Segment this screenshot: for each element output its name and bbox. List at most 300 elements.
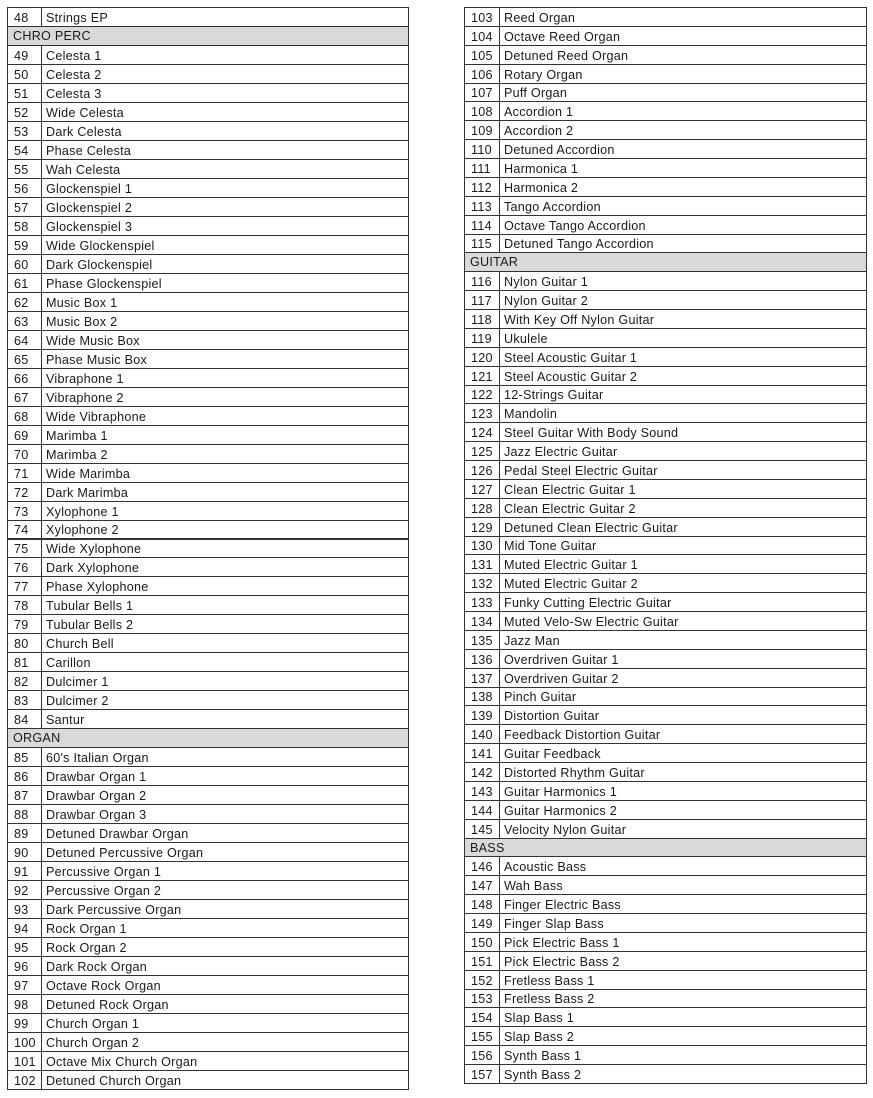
voice-name: Pick Electric Bass 1 xyxy=(504,935,620,950)
voice-name: Drawbar Organ 3 xyxy=(46,808,147,823)
voice-row xyxy=(7,444,409,464)
voice-name: Pedal Steel Electric Guitar xyxy=(504,463,658,478)
voice-number: 91 xyxy=(8,862,42,880)
voice-row xyxy=(464,385,867,405)
voice-name: Octave Rock Organ xyxy=(46,979,161,994)
voice-row xyxy=(7,311,409,331)
voice-number: 68 xyxy=(8,407,42,425)
voice-name: Percussive Organ 2 xyxy=(46,884,162,899)
voice-number: 77 xyxy=(8,577,42,595)
voice-name: Carillon xyxy=(46,656,91,671)
voice-number: 58 xyxy=(8,217,42,235)
voice-number: 110 xyxy=(465,140,500,158)
voice-row xyxy=(464,366,867,386)
voice-number: 93 xyxy=(8,900,42,918)
voice-name: Muted Electric Guitar 2 xyxy=(504,577,638,592)
voice-number: 53 xyxy=(8,122,42,140)
voice-number: 82 xyxy=(8,672,42,690)
voice-row xyxy=(7,520,409,540)
voice-number: 135 xyxy=(465,631,500,649)
voice-name: Guitar Harmonics 1 xyxy=(504,784,617,799)
voice-number: 64 xyxy=(8,331,42,349)
voice-row xyxy=(464,83,867,103)
voice-name: Music Box 2 xyxy=(46,314,118,329)
voice-row xyxy=(464,7,867,27)
voice-name: Accordion 1 xyxy=(504,105,574,120)
voice-row xyxy=(464,196,867,216)
voice-row xyxy=(464,819,867,839)
voice-row xyxy=(7,975,409,995)
voice-name: Octave Mix Church Organ xyxy=(46,1055,198,1069)
voice-row xyxy=(7,121,409,141)
voice-number: 147 xyxy=(465,876,500,894)
voice-name: Guitar Harmonics 2 xyxy=(504,803,617,818)
voice-number: 92 xyxy=(8,881,42,899)
voice-name: Harmonica 1 xyxy=(504,161,579,176)
voice-number: 144 xyxy=(465,801,500,819)
voice-number: 150 xyxy=(465,933,500,951)
voice-name: Rock Organ 1 xyxy=(46,922,127,937)
voice-number: 56 xyxy=(8,179,42,197)
voice-name: Slap Bass 1 xyxy=(504,1011,574,1026)
voice-number: 80 xyxy=(8,634,42,652)
voice-number: 98 xyxy=(8,995,42,1013)
voice-row xyxy=(7,216,409,236)
voice-row xyxy=(7,140,409,160)
voice-number: 112 xyxy=(465,178,500,196)
voice-name: Acoustic Bass xyxy=(504,860,587,875)
voice-row xyxy=(464,762,867,782)
voice-name: Guitar Feedback xyxy=(504,747,601,762)
voice-row xyxy=(464,45,867,65)
voice-row xyxy=(464,479,867,499)
voice-name: Detuned Reed Organ xyxy=(504,48,629,63)
voice-number: 72 xyxy=(8,483,42,501)
voice-row xyxy=(7,861,409,881)
voice-row xyxy=(7,45,409,65)
voice-name: Ukulele xyxy=(504,331,548,346)
voice-row xyxy=(7,614,409,634)
voice-name: Dark Xylophone xyxy=(46,561,140,576)
voice-number: 131 xyxy=(465,555,500,573)
voice-number: 67 xyxy=(8,388,42,406)
voice-number: 85 xyxy=(8,748,42,766)
voice-number: 155 xyxy=(465,1027,500,1045)
voice-name: Tubular Bells 1 xyxy=(46,599,134,614)
voice-row xyxy=(464,554,867,574)
category-label: BASS xyxy=(470,840,505,855)
voice-row xyxy=(464,970,867,990)
voice-name: Xylophone 2 xyxy=(46,523,119,538)
voice-row xyxy=(7,178,409,198)
voice-name: Church Organ 1 xyxy=(46,1017,140,1032)
voice-name: Xylophone 1 xyxy=(46,504,119,519)
voice-row xyxy=(464,611,867,631)
voice-name: Funky Cutting Electric Guitar xyxy=(504,596,672,611)
voice-name: Phase Glockenspiel xyxy=(46,276,162,291)
voice-name: Detuned Rock Organ xyxy=(46,998,169,1013)
voice-row xyxy=(464,271,867,291)
voice-number: 117 xyxy=(465,291,500,309)
voice-name: Jazz Man xyxy=(504,633,560,648)
voice-number: 111 xyxy=(465,159,500,177)
voice-number: 76 xyxy=(8,558,42,576)
voice-row xyxy=(7,823,409,843)
voice-row xyxy=(7,330,409,350)
voice-name: Detuned Accordion xyxy=(504,143,615,157)
voice-number: 118 xyxy=(465,310,500,328)
voice-row xyxy=(464,441,867,461)
voice-number: 140 xyxy=(465,725,500,743)
voice-number: 70 xyxy=(8,445,42,463)
voice-name: 60's Italian Organ xyxy=(46,751,149,766)
voice-number: 133 xyxy=(465,593,500,611)
category-header xyxy=(464,252,867,272)
voice-row xyxy=(464,536,867,556)
voice-name: Celesta 2 xyxy=(46,67,102,82)
voice-name: Drawbar Organ 1 xyxy=(46,770,147,785)
voice-row xyxy=(7,937,409,957)
voice-row xyxy=(7,273,409,293)
voice-name: Glockenspiel 1 xyxy=(46,181,133,196)
voice-name: Wide Vibraphone xyxy=(46,409,147,424)
voice-name: Muted Electric Guitar 1 xyxy=(504,558,638,573)
voice-name: Accordion 2 xyxy=(504,124,574,139)
voice-name: Synth Bass 1 xyxy=(504,1049,582,1064)
voice-row xyxy=(7,83,409,103)
voice-name: Church Bell xyxy=(46,637,114,652)
voice-row xyxy=(464,724,867,744)
voice-row xyxy=(7,482,409,502)
voice-name: Dulcimer 2 xyxy=(46,694,109,709)
voice-row xyxy=(464,498,867,518)
category-label: CHRO PERC xyxy=(13,28,91,43)
voice-number: 71 xyxy=(8,464,42,482)
voice-number: 103 xyxy=(465,8,500,26)
voice-number: 119 xyxy=(465,329,500,347)
voice-row xyxy=(464,592,867,612)
voice-number: 138 xyxy=(465,688,500,706)
voice-number: 126 xyxy=(465,461,500,479)
voice-name: Santur xyxy=(46,713,85,728)
voice-row xyxy=(464,743,867,763)
voice-row xyxy=(464,422,867,442)
voice-row xyxy=(7,747,409,767)
voice-row xyxy=(464,1045,867,1065)
voice-row xyxy=(464,1064,867,1084)
voice-number: 148 xyxy=(465,895,500,913)
voice-row xyxy=(7,804,409,824)
voice-name: Wide Music Box xyxy=(46,333,140,348)
voice-name: Slap Bass 2 xyxy=(504,1030,574,1045)
voice-row xyxy=(464,894,867,914)
voice-number: 146 xyxy=(465,857,500,875)
voice-name: Drawbar Organ 2 xyxy=(46,789,147,804)
voice-number: 73 xyxy=(8,502,42,520)
voice-number: 106 xyxy=(465,65,500,83)
voice-row xyxy=(464,460,867,480)
voice-name: Rotary Organ xyxy=(504,67,583,82)
voice-number: 104 xyxy=(465,27,500,45)
voice-number: 125 xyxy=(465,442,500,460)
voice-name: Strings EP xyxy=(46,10,108,25)
voice-name: Dark Percussive Organ xyxy=(46,903,182,918)
voice-number: 97 xyxy=(8,976,42,994)
voice-row xyxy=(464,1007,867,1027)
voice-number: 137 xyxy=(465,669,500,687)
voice-row xyxy=(464,705,867,725)
category-label: GUITAR xyxy=(470,255,519,270)
voice-row xyxy=(7,501,409,521)
voice-number: 139 xyxy=(465,706,500,724)
voice-name: Wah Bass xyxy=(504,879,563,894)
voice-number: 145 xyxy=(465,820,500,838)
voice-number: 122 xyxy=(465,386,500,404)
voice-number: 101 xyxy=(8,1052,42,1070)
voice-row xyxy=(464,573,867,593)
voice-name: Phase Xylophone xyxy=(46,580,149,595)
voice-number: 74 xyxy=(8,521,42,539)
voice-name: Glockenspiel 2 xyxy=(46,200,133,215)
voice-name: Distorted Rhythm Guitar xyxy=(504,765,645,780)
voice-row xyxy=(7,576,409,596)
voice-name: Velocity Nylon Guitar xyxy=(504,822,627,837)
voice-row xyxy=(464,951,867,971)
voice-name: Church Organ 2 xyxy=(46,1036,140,1051)
voice-name: Wide Celesta xyxy=(46,105,124,120)
category-header xyxy=(464,838,867,858)
voice-row xyxy=(7,1013,409,1033)
voice-name: Music Box 1 xyxy=(46,295,118,310)
voice-number: 130 xyxy=(465,537,500,555)
voice-name: Wah Celesta xyxy=(46,162,121,177)
voice-number: 48 xyxy=(8,8,42,26)
voice-row xyxy=(7,766,409,786)
voice-name: Finger Slap Bass xyxy=(504,916,604,931)
voice-name: Pick Electric Bass 2 xyxy=(504,954,620,969)
voice-row xyxy=(7,690,409,710)
voice-name: Steel Guitar With Body Sound xyxy=(504,426,679,441)
voice-row xyxy=(464,875,867,895)
voice-name: Wide Xylophone xyxy=(46,542,142,557)
voice-row xyxy=(464,687,867,707)
voice-name: 12-Strings Guitar xyxy=(504,388,604,403)
voice-name: Celesta 1 xyxy=(46,48,102,63)
voice-row xyxy=(7,406,409,426)
voice-name: Overdriven Guitar 1 xyxy=(504,652,619,667)
voice-row xyxy=(7,918,409,938)
voice-number: 127 xyxy=(465,480,500,498)
voice-number: 151 xyxy=(465,952,500,970)
voice-number: 123 xyxy=(465,404,500,422)
voice-row xyxy=(464,517,867,537)
voice-number: 63 xyxy=(8,312,42,330)
voice-number: 99 xyxy=(8,1014,42,1032)
voice-row xyxy=(464,1026,867,1046)
voice-name: Clean Electric Guitar 2 xyxy=(504,501,636,516)
voice-row xyxy=(7,899,409,919)
voice-number: 55 xyxy=(8,160,42,178)
voice-name: Vibraphone 1 xyxy=(46,371,124,386)
voice-row xyxy=(464,120,867,140)
voice-number: 107 xyxy=(465,84,500,102)
voice-number: 136 xyxy=(465,650,500,668)
category-header xyxy=(7,26,409,46)
voice-row xyxy=(464,403,867,423)
voice-number: 157 xyxy=(465,1065,500,1083)
voice-number: 154 xyxy=(465,1008,500,1026)
voice-row xyxy=(7,539,409,559)
voice-row xyxy=(464,139,867,159)
voice-name: Mandolin xyxy=(504,407,558,422)
voice-row xyxy=(464,26,867,46)
voice-name: Tango Accordion xyxy=(504,199,601,214)
voice-name: Marimba 2 xyxy=(46,447,108,462)
voice-number: 153 xyxy=(465,990,500,1008)
voice-number: 156 xyxy=(465,1046,500,1064)
voice-name: Phase Celesta xyxy=(46,143,132,158)
voice-number: 57 xyxy=(8,198,42,216)
voice-name: Octave Tango Accordion xyxy=(504,218,646,233)
voice-number: 134 xyxy=(465,612,500,630)
voice-number: 105 xyxy=(465,46,500,64)
voice-row xyxy=(464,932,867,952)
voice-number: 65 xyxy=(8,350,42,368)
voice-row xyxy=(7,197,409,217)
voice-name: Nylon Guitar 2 xyxy=(504,294,588,309)
voice-number: 100 xyxy=(8,1033,42,1051)
voice-name: Nylon Guitar 1 xyxy=(504,275,588,290)
voice-row xyxy=(7,709,409,729)
voice-name: Glockenspiel 3 xyxy=(46,219,133,234)
voice-name: Detuned Church Organ xyxy=(46,1073,182,1088)
voice-row xyxy=(7,292,409,312)
voice-number: 62 xyxy=(8,293,42,311)
voice-name: Wide Marimba xyxy=(46,466,131,481)
voice-number: 152 xyxy=(465,971,500,989)
voice-row xyxy=(7,880,409,900)
voice-number: 116 xyxy=(465,272,500,290)
voice-name: Puff Organ xyxy=(504,86,568,101)
voice-row xyxy=(7,387,409,407)
voice-row xyxy=(7,1070,409,1090)
voice-number: 87 xyxy=(8,786,42,804)
voice-number: 143 xyxy=(465,782,500,800)
voice-name: Dulcimer 1 xyxy=(46,675,109,690)
voice-name: Detuned Tango Accordion xyxy=(504,237,654,252)
voice-name: Overdriven Guitar 2 xyxy=(504,671,619,686)
voice-name: Finger Electric Bass xyxy=(504,898,621,913)
voice-name: Distortion Guitar xyxy=(504,709,600,724)
voice-name: Mid Tone Guitar xyxy=(504,539,597,554)
voice-number: 69 xyxy=(8,426,42,444)
voice-row xyxy=(7,557,409,577)
voice-row xyxy=(7,349,409,369)
voice-number: 115 xyxy=(465,235,500,253)
voice-number: 84 xyxy=(8,710,42,728)
voice-number: 142 xyxy=(465,763,500,781)
voice-row xyxy=(7,956,409,976)
voice-row xyxy=(7,425,409,445)
voice-name: Wide Glockenspiel xyxy=(46,238,155,253)
voice-name: Fretless Bass 1 xyxy=(504,973,595,988)
voice-row xyxy=(7,785,409,805)
voice-name: Detuned Percussive Organ xyxy=(46,846,204,861)
voice-row xyxy=(464,64,867,84)
voice-name: Muted Velo-Sw Electric Guitar xyxy=(504,614,679,629)
voice-number: 86 xyxy=(8,767,42,785)
voice-name: Pinch Guitar xyxy=(504,690,577,705)
voice-name: Dark Glockenspiel xyxy=(46,257,153,272)
voice-row xyxy=(7,254,409,274)
voice-row xyxy=(7,102,409,122)
voice-name: Celesta 3 xyxy=(46,86,102,101)
voice-name: Detuned Drawbar Organ xyxy=(46,827,189,842)
voice-number: 102 xyxy=(8,1071,42,1089)
voice-row xyxy=(464,177,867,197)
voice-number: 141 xyxy=(465,744,500,762)
voice-number: 109 xyxy=(465,121,500,139)
voice-name: Feedback Distortion Guitar xyxy=(504,728,661,743)
voice-name: Steel Acoustic Guitar 1 xyxy=(504,350,638,365)
voice-row xyxy=(7,235,409,255)
voice-name: Reed Organ xyxy=(504,10,576,25)
voice-name: Rock Organ 2 xyxy=(46,941,127,956)
voice-row xyxy=(7,842,409,862)
voice-row xyxy=(7,64,409,84)
voice-number: 78 xyxy=(8,596,42,614)
voice-name: With Key Off Nylon Guitar xyxy=(504,312,655,327)
voice-row xyxy=(464,234,867,254)
voice-row xyxy=(7,159,409,179)
voice-number: 89 xyxy=(8,824,42,842)
voice-row xyxy=(7,1051,409,1071)
voice-number: 54 xyxy=(8,141,42,159)
voice-row xyxy=(7,595,409,615)
voice-name: Jazz Electric Guitar xyxy=(504,445,618,460)
voice-number: 149 xyxy=(465,914,500,932)
voice-number: 49 xyxy=(8,46,42,64)
voice-row xyxy=(464,158,867,178)
voice-number: 51 xyxy=(8,84,42,102)
voice-row xyxy=(7,994,409,1014)
voice-number: 81 xyxy=(8,653,42,671)
voice-name: Fretless Bass 2 xyxy=(504,992,595,1007)
voice-number: 132 xyxy=(465,574,500,592)
voice-number: 66 xyxy=(8,369,42,387)
voice-name: Octave Reed Organ xyxy=(504,29,621,44)
voice-number: 59 xyxy=(8,236,42,254)
voice-name: Tubular Bells 2 xyxy=(46,618,134,633)
voice-number: 61 xyxy=(8,274,42,292)
voice-name: Dark Marimba xyxy=(46,485,129,500)
voice-name: Steel Acoustic Guitar 2 xyxy=(504,369,638,384)
voice-row xyxy=(464,781,867,801)
voice-number: 79 xyxy=(8,615,42,633)
voice-name: Harmonica 2 xyxy=(504,180,579,195)
voice-row xyxy=(464,309,867,329)
voice-number: 83 xyxy=(8,691,42,709)
voice-row xyxy=(464,290,867,310)
voice-row xyxy=(7,368,409,388)
voice-number: 90 xyxy=(8,843,42,861)
voice-number: 124 xyxy=(465,423,500,441)
voice-name: Synth Bass 2 xyxy=(504,1067,582,1082)
voice-row xyxy=(464,630,867,650)
voice-row xyxy=(7,463,409,483)
voice-number: 120 xyxy=(465,348,500,366)
voice-row xyxy=(464,215,867,235)
